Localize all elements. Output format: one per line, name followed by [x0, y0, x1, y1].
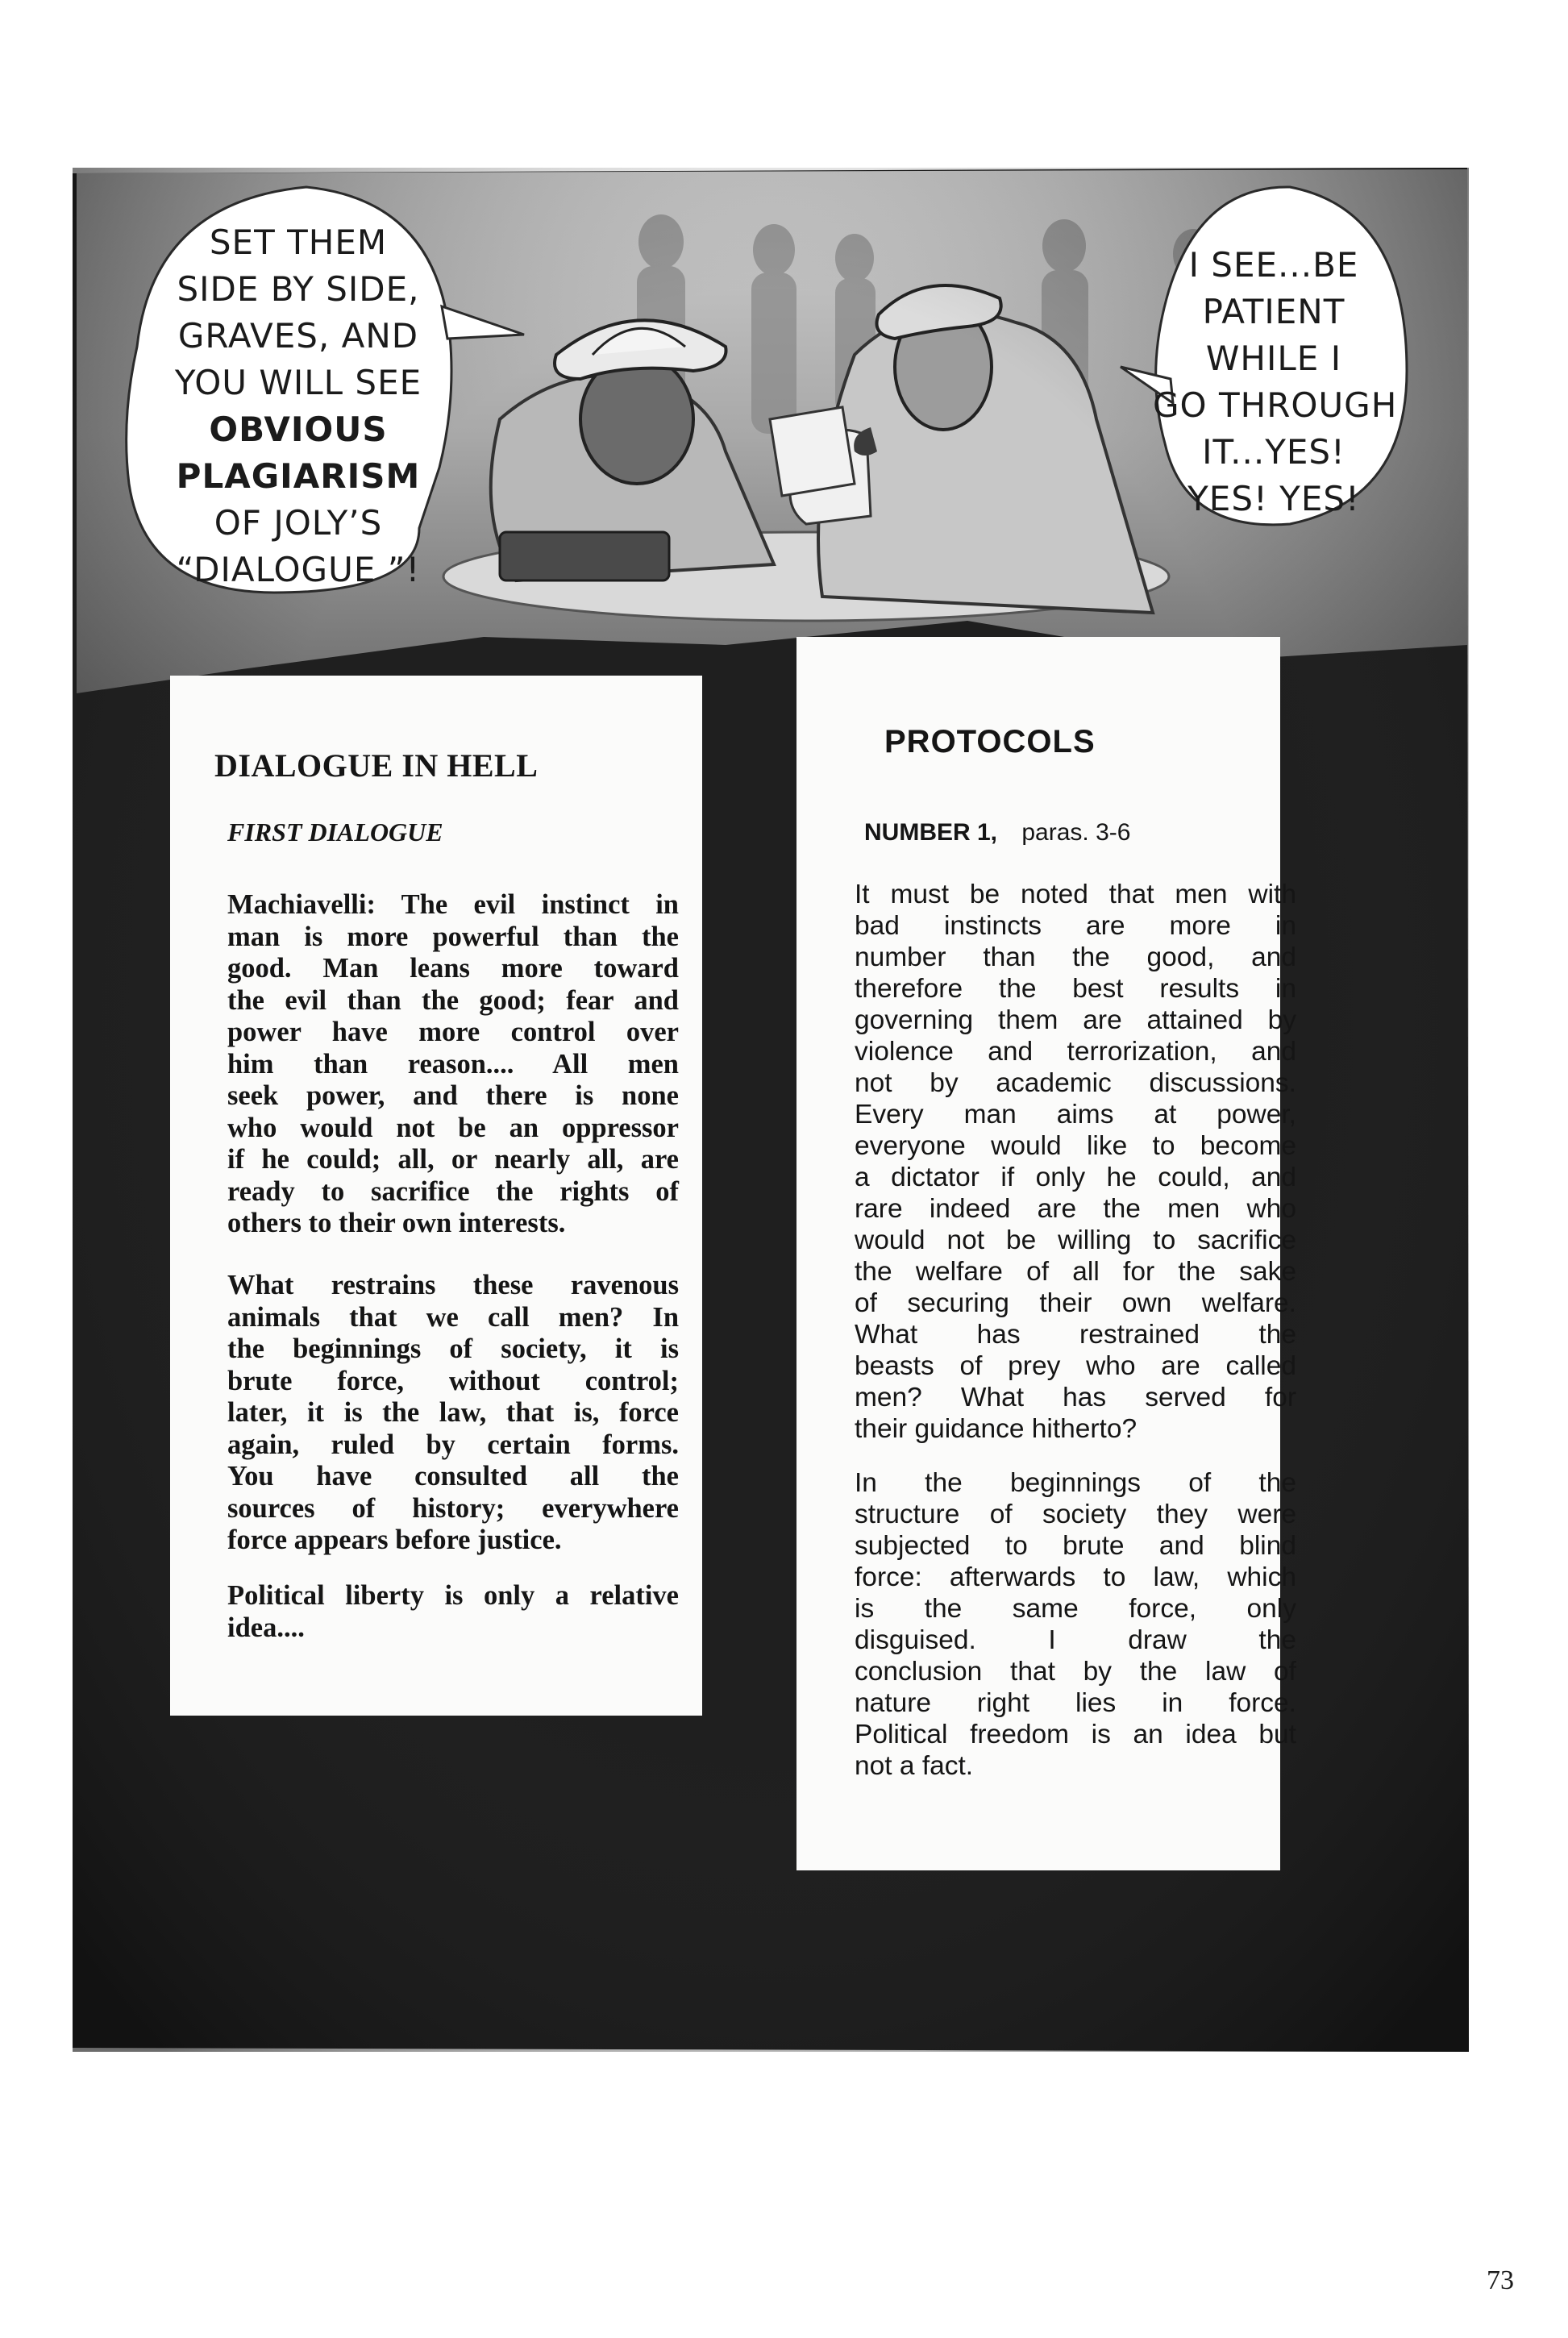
dialogue-subtitle: FIRST DIALOGUE [227, 817, 443, 847]
protocols-paragraph-2 [855, 1467, 1296, 1782]
text-line: not by academic discussions. [855, 1068, 1296, 1098]
text-line: him than reason.... All men [227, 1048, 679, 1080]
text-line: power have more control over [227, 1017, 679, 1047]
page-number: 73 [1487, 2265, 1514, 2295]
text-line: brute force, without control; [227, 1365, 679, 1396]
text-line: number than the good, and [855, 942, 1296, 972]
text-line: What has restrained the [855, 1320, 1296, 1350]
text-line: not a fact. [855, 1751, 974, 1781]
text-line: of securing their own welfare. [855, 1288, 1296, 1318]
protocols-paragraph-1 [855, 879, 1296, 1445]
bubble-right-text [1153, 242, 1398, 522]
bubble-line: YOU WILL SEE [174, 363, 422, 402]
text-line: Machiavelli: The evil instinct in [227, 889, 679, 920]
dialogue-paragraph-1 [227, 889, 679, 1240]
text-line: It must be noted that men with [855, 880, 1296, 909]
text-line: the evil than the good; fear and [227, 984, 679, 1016]
text-line: rare indeed are the men who [855, 1194, 1296, 1224]
text-line: beasts of prey who are called [855, 1351, 1296, 1381]
text-line: again, ruled by certain forms. [227, 1429, 679, 1460]
text-line: force appears before justice. [227, 1525, 562, 1555]
text-line: idea.... [227, 1612, 305, 1643]
text-line: a dictator if only he could, and [855, 1163, 1296, 1192]
text-line: therefore the best results in [855, 974, 1296, 1004]
bubble-line: “DIALOGUE ”! [176, 550, 421, 589]
text-line: violence and terrorization, and [855, 1037, 1296, 1067]
text-line: Every man aims at power, [855, 1100, 1296, 1129]
text-line: later, it is the law, that is, force [227, 1397, 679, 1428]
text-line: everyone would like to become [855, 1131, 1296, 1161]
protocols-paras: paras. 3-6 [1021, 819, 1131, 846]
text-line: would not be willing to sacrifice [855, 1225, 1296, 1255]
text-line: What restrains these ravenous [227, 1270, 679, 1300]
bubble-line: I SEE...BE [1188, 245, 1359, 285]
bubble-left-text [153, 219, 443, 593]
bubble-line: OBVIOUS [209, 410, 388, 449]
text-line: seek power, and there is none [227, 1080, 679, 1111]
protocols-number: NUMBER 1, [864, 819, 998, 846]
bubble-line: SIDE BY SIDE, [177, 269, 420, 309]
text-line: the welfare of all for the sake [855, 1257, 1296, 1287]
protocols-subtitle [864, 819, 1130, 847]
dialogue-paragraph-3 [227, 1580, 679, 1644]
text-line: animals that we call men? In [227, 1301, 679, 1333]
text-line: force: afterwards to law, which [855, 1562, 1296, 1592]
text-line: men? What has served for [855, 1383, 1296, 1412]
text-line: You have consulted all the [227, 1461, 679, 1491]
bubble-line: GO THROUGH [1153, 385, 1398, 425]
text-line: ready to sacrifice the rights of [227, 1175, 679, 1207]
bubble-line: YES! YES! [1187, 479, 1360, 518]
protocols-sheet [796, 637, 1296, 1870]
text-line: others to their own interests. [227, 1208, 566, 1238]
bubble-line: PATIENT [1202, 292, 1345, 331]
text-line: the beginnings of society, it is [227, 1333, 679, 1364]
text-line: subjected to brute and blind [855, 1531, 1296, 1561]
text-line: if he could; all, or nearly all, are [227, 1144, 679, 1175]
dialogue-in-hell-sheet [170, 676, 702, 1716]
text-line: who would not be an oppressor [227, 1112, 679, 1143]
bubble-line: OF JOLY’S [214, 503, 383, 543]
text-line: nature right lies in force. [855, 1688, 1296, 1718]
protocols-title: PROTOCOLS [884, 724, 1096, 759]
bubble-line: IT...YES! [1202, 432, 1345, 472]
dialogue-title: DIALOGUE IN HELL [214, 747, 539, 784]
text-line: bad instincts are more in [855, 911, 1296, 941]
text-line: man is more powerful than the [227, 921, 679, 952]
text-line: good. Man leans more toward [227, 953, 679, 984]
bubble-line: SET THEM [209, 223, 388, 262]
text-line: governing them are attained by [855, 1005, 1296, 1035]
text-line: Political liberty is only a relative [227, 1580, 679, 1611]
text-line: sources of history; everywhere [227, 1492, 679, 1524]
bubble-line: GRAVES, AND [177, 316, 419, 356]
bubble-line: PLAGIARISM [176, 456, 421, 496]
text-line: In the beginnings of the [855, 1468, 1296, 1498]
text-line: conclusion that by the law of [855, 1657, 1296, 1687]
text-line: Political freedom is an idea but [855, 1720, 1296, 1749]
text-line: their guidance hitherto? [855, 1414, 1138, 1444]
bubble-line: WHILE I [1205, 339, 1342, 378]
text-line: structure of society they were [855, 1500, 1296, 1529]
text-line: is the same force, only [855, 1594, 1296, 1624]
text-line: disguised. I draw the [855, 1625, 1296, 1655]
dialogue-paragraph-2 [227, 1270, 679, 1557]
